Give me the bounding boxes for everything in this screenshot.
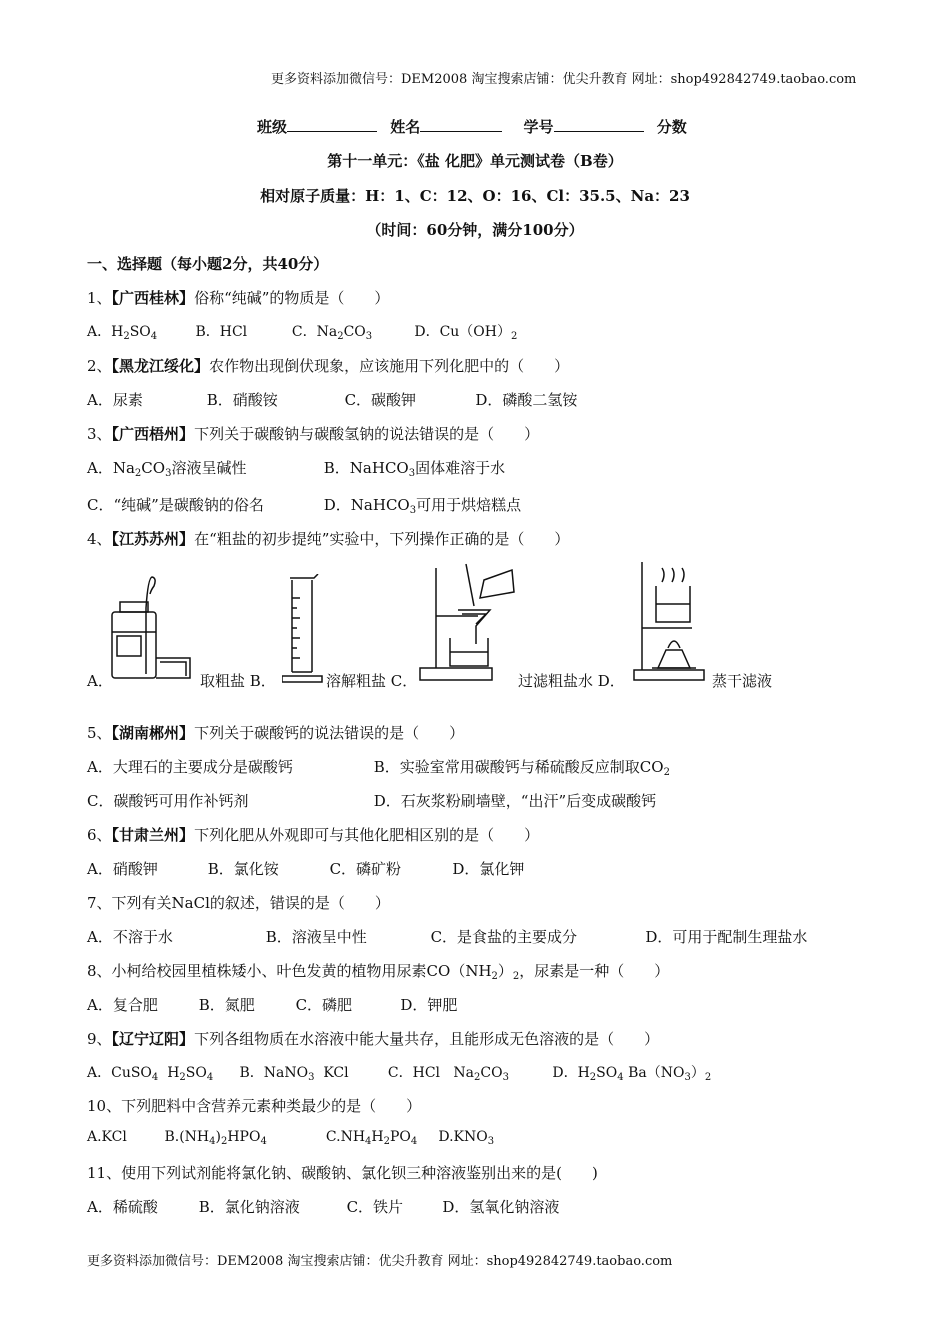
q5-option-a[interactable]: A．大理石的主要成分是碳酸钙 <box>87 758 293 776</box>
class-blank[interactable] <box>287 117 377 132</box>
q1-option-d[interactable]: D．$Cu(OH)_2$ <box>414 324 518 342</box>
question-source: 【黑龙江绥化】 <box>111 357 210 375</box>
q4-label-b[interactable]: 溶解粗盐 C． <box>326 672 418 690</box>
question-8: 8、小柯给校园里植株矮小、叶色发黄的植物用尿素$CO(NH_2)_2$，尿素是一种（ ） <box>87 962 670 982</box>
question-9: 9、【辽宁辽阳】下列各组物质在水溶液中能大量共存，且能形成无色溶液的是（ ） <box>87 1030 660 1048</box>
q5-option-c[interactable]: C．碳酸钙可用作补钙剂 <box>87 792 249 810</box>
question-2: 2、【黑龙江绥化】农作物出现倒伏现象，应该施用下列化肥中的（ ） <box>87 357 570 375</box>
evaporation-illustration <box>632 560 707 685</box>
q6-option-d[interactable]: D．氯化钾 <box>452 860 525 878</box>
question-source: 【辽宁辽阳】 <box>111 1030 195 1048</box>
q5-option-b[interactable]: B．实验室常用碳酸钙与稀硫酸反应制取$CO_2$ <box>373 758 670 778</box>
question-7: 7、下列有关NaCl的叙述，错误的是（ ） <box>87 894 390 912</box>
q10-option-c[interactable]: $C.NH_4H_2PO_4$ <box>325 1129 418 1147</box>
q11-option-c[interactable]: C．铁片 <box>346 1198 404 1216</box>
q6-options <box>87 858 524 879</box>
q7-option-d[interactable]: D．可用于配制生理盐水 <box>645 928 808 946</box>
q1-option-b[interactable]: B．HCl <box>195 324 248 340</box>
question-source: 【湖南郴州】 <box>111 724 195 742</box>
question-source: 【江苏苏州】 <box>111 530 195 548</box>
id-blank[interactable] <box>554 117 644 132</box>
name-blank[interactable] <box>420 117 502 132</box>
q2-options <box>87 389 577 410</box>
q8-options <box>87 994 457 1015</box>
q10-option-d[interactable]: $D.KNO_3$ <box>438 1129 495 1147</box>
q3-options-row2 <box>87 494 521 515</box>
reagent-bottle-illustration <box>108 574 193 684</box>
question-1: 1、【广西桂林】俗称“纯碱”的物质是（ ） <box>87 289 390 307</box>
q3-options-row1 <box>87 457 505 478</box>
q8-option-c[interactable]: C．磷肥 <box>295 996 353 1014</box>
q7-options <box>87 926 807 947</box>
question-11: 11、使用下列试剂能将氯化钠、碳酸钠、氯化钡三种溶液鉴别出来的是( ) <box>87 1164 598 1182</box>
q8-option-a[interactable]: A．复合肥 <box>87 996 158 1014</box>
q3-option-d[interactable]: D．NaHCO$_3$可用于烘焙糕点 <box>323 496 522 516</box>
q5-options-row1 <box>87 756 670 777</box>
q6-option-a[interactable]: A．硝酸钾 <box>87 860 158 878</box>
q9-option-d[interactable]: D．$H_2SO_4$ $Ba(NO_3)_2$ <box>552 1065 712 1083</box>
question-5: 5、【湖南郴州】下列关于碳酸钙的说法错误的是（ ） <box>87 724 465 742</box>
q7-option-b[interactable]: B．溶液呈中性 <box>265 928 367 946</box>
q11-option-b[interactable]: B．氯化钠溶液 <box>198 1198 300 1216</box>
q2-option-a[interactable]: A．尿素 <box>87 391 143 409</box>
q2-option-c[interactable]: C．碳酸钾 <box>344 391 417 409</box>
q4-label-c[interactable]: 过滤粗盐水 D． <box>518 672 625 690</box>
q2-option-d[interactable]: D．磷酸二氢铵 <box>475 391 578 409</box>
q3-option-b[interactable]: B．NaHCO$_3$固体难溶于水 <box>323 459 506 479</box>
graduated-cylinder-illustration <box>282 574 327 684</box>
page-title: 第十一单元：《盐 化肥》单元测试卷（B卷） <box>327 152 623 170</box>
q10-option-a[interactable]: A.KCl <box>87 1129 127 1145</box>
question-source: 【甘肃兰州】 <box>111 826 195 844</box>
class-label: 班级 <box>257 118 288 136</box>
q5-options-row2 <box>87 790 656 811</box>
q4-label-d[interactable]: 蒸干滤液 <box>712 672 773 690</box>
section-heading: 一、选择题（每小题2分，共40分） <box>87 255 329 273</box>
question-source: 【广西桂林】 <box>111 289 195 307</box>
student-info-line <box>257 116 687 137</box>
q10-options <box>87 1129 494 1145</box>
q8-option-d[interactable]: D．钾肥 <box>400 996 458 1014</box>
question-6: 6、【甘肃兰州】下列化肥从外观即可与其他化肥相区别的是（ ） <box>87 826 540 844</box>
q11-option-a[interactable]: A．稀硫酸 <box>87 1198 158 1216</box>
filtration-illustration <box>418 560 518 685</box>
q3-option-c[interactable]: C．“纯碱”是碳酸钠的俗名 <box>87 496 264 514</box>
q9-option-a[interactable]: A．CuSO$_4$ $H_2SO_4$ <box>87 1065 214 1083</box>
question-source: 【广西梧州】 <box>111 425 195 443</box>
name-label: 姓名 <box>390 118 421 136</box>
page-footer: 更多资料添加微信号：DEM2008 淘宝搜索店铺：优尖升教育 网址：shop492842749.taobao.com <box>87 1254 673 1269</box>
q2-option-b[interactable]: B．硝酸铵 <box>206 391 278 409</box>
q6-option-b[interactable]: B．氯化铵 <box>207 860 279 878</box>
q7-option-a[interactable]: A．不溶于水 <box>87 928 173 946</box>
q6-option-c[interactable]: C．磷矿粉 <box>329 860 402 878</box>
q3-option-a[interactable]: A．$Na_2CO_3$溶液呈碱性 <box>87 459 247 479</box>
atomic-mass: 相对原子质量：H：1、C：12、O：16、Cl：35.5、Na：23 <box>260 187 690 205</box>
q10-option-b[interactable]: $B.(NH_4)_2HPO_4$ <box>164 1129 267 1147</box>
q1-option-c[interactable]: C．$Na_2CO_3$ <box>291 324 373 342</box>
page-header: 更多资料添加微信号：DEM2008 淘宝搜索店铺：优尖升教育 网址：shop492842749.taobao.com <box>271 72 857 87</box>
id-label: 学号 <box>523 118 554 136</box>
q11-option-d[interactable]: D．氢氧化钠溶液 <box>442 1198 560 1216</box>
q8-option-b[interactable]: B．氮肥 <box>198 996 255 1014</box>
q5-option-d[interactable]: D．石灰浆粉刷墙壁，“出汗”后变成碳酸钙 <box>373 792 657 810</box>
question-4: 4、【江苏苏州】在“粗盐的初步提纯”实验中，下列操作正确的是（ ） <box>87 530 570 548</box>
time-info: （时间：60分钟，满分100分） <box>366 221 584 239</box>
q4-option-a[interactable]: A． <box>87 672 113 690</box>
q1-option-a[interactable]: A．$H_2SO_4$ <box>87 324 158 342</box>
q1-options <box>87 321 517 341</box>
question-10: 10、下列肥料中含营养元素种类最少的是（ ） <box>87 1097 422 1115</box>
score-label: 分数 <box>656 118 687 136</box>
q7-option-c[interactable]: C．是食盐的主要成分 <box>430 928 578 946</box>
q4-label-a[interactable]: 取粗盐 B． <box>200 672 276 690</box>
q9-option-c[interactable]: C．HCl $Na_2CO_3$ <box>387 1065 509 1083</box>
q9-option-b[interactable]: B．NaNO$_3$ KCl <box>239 1065 349 1083</box>
q11-options <box>87 1196 559 1217</box>
q9-options <box>87 1062 711 1082</box>
question-3: 3、【广西梧州】下列关于碳酸钠与碳酸氢钠的说法错误的是（ ） <box>87 425 540 443</box>
